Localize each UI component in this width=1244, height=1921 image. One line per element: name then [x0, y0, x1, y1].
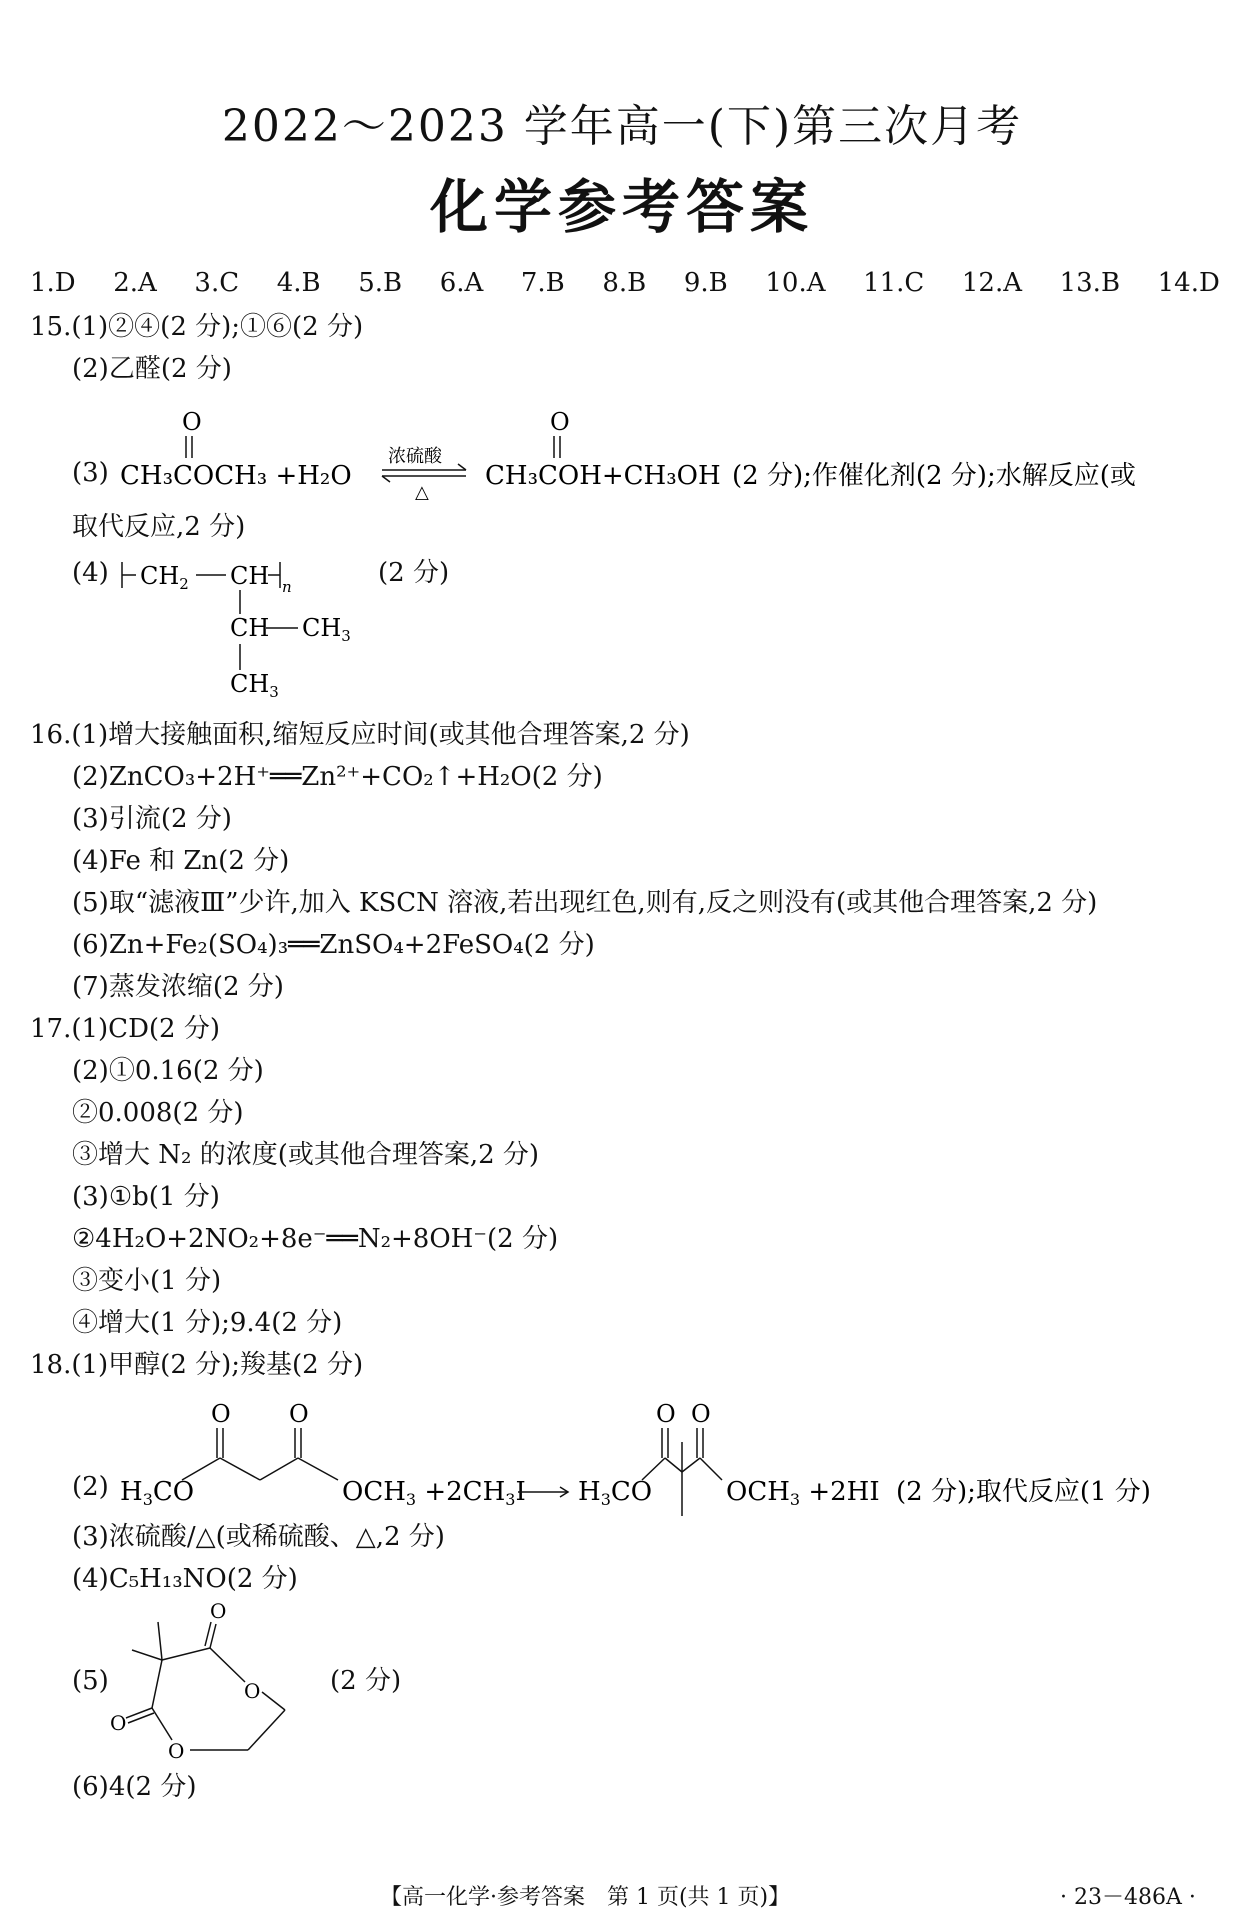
svg-text:H3CO: H3CO — [120, 1477, 195, 1509]
mc-answer: 1.D — [30, 268, 76, 298]
mc-answer: 2.A — [113, 268, 157, 298]
q18-part6: (6)4(2 分) — [72, 1772, 197, 1802]
q16-part3: (3)引流(2 分) — [72, 804, 232, 834]
q15-part3-continuation: 取代反应,2 分) — [72, 512, 246, 542]
svg-text:O: O — [168, 1739, 185, 1763]
svg-text:O: O — [244, 1679, 261, 1703]
q16-part6: (6)Zn+Fe₂(SO₄)₃══ZnSO₄+2FeSO₄(2 分) — [72, 930, 595, 960]
q17-part3-4: ④增大(1 分);9.4(2 分) — [72, 1308, 343, 1338]
title-line-1: 2022～2023 学年高一(下)第三次月考 — [221, 101, 1023, 152]
q15-part3-equation — [120, 400, 1230, 500]
svg-text:CH: CH — [230, 614, 270, 642]
mc-answer: 14.D — [1157, 268, 1220, 298]
mc-answer: 11.C — [863, 268, 925, 298]
q18-part3: (3)浓硫酸/△(或稀硫酸、△,2 分) — [72, 1522, 445, 1552]
q16-part1: 16.(1)增大接触面积,缩短反应时间(或其他合理答案,2 分) — [30, 720, 690, 750]
q17-part2-3: ③增大 N₂ 的浓度(或其他合理答案,2 分) — [72, 1140, 540, 1170]
q18-part4: (4)C₅H₁₃NO(2 分) — [72, 1564, 298, 1594]
mc-answer: 9.B — [683, 268, 728, 298]
q18-part2-suffix: (2 分);取代反应(1 分) — [896, 1477, 1151, 1507]
q15-part3-label: (3) — [72, 458, 109, 488]
svg-text:O: O — [211, 1400, 231, 1428]
svg-text:OCH3 +2CH3I: OCH3 +2CH3I — [342, 1477, 526, 1509]
q15-part4-label: (4) — [72, 558, 109, 588]
mc-answer: 3.C — [194, 268, 240, 298]
footer-page-info: 【高一化学·参考答案 第 1 页(共 1 页)】 — [380, 1885, 791, 1910]
svg-text:O: O — [289, 1400, 309, 1428]
q18-part2-label: (2) — [72, 1472, 109, 1502]
q17-part1: 17.(1)CD(2 分) — [30, 1014, 221, 1044]
q16-part5: (5)取“滤液Ⅲ”少许,加入 KSCN 溶液,若出现红色,则有,反之则没有(或其他合理答案,2 分) — [72, 888, 1098, 918]
carbonyl-oxygen-label: O — [182, 408, 202, 436]
q18-part2-reaction — [120, 1392, 1230, 1522]
svg-text:CH: CH — [230, 562, 270, 590]
svg-text:O: O — [691, 1400, 711, 1428]
q15-part3-suffix: (2 分);作催化剂(2 分);水解反应(或 — [732, 461, 1136, 491]
q15-part4-polymer-structure — [118, 552, 378, 702]
mc-answer: 10.A — [765, 268, 826, 298]
svg-text:CH2: $CH_2$ — [140, 562, 189, 593]
svg-text:CH3: $CH_3$ — [302, 614, 351, 645]
q17-part2-2: ②0.008(2 分) — [72, 1098, 244, 1128]
mc-answer: 4.B — [276, 268, 321, 298]
q18-part1: 18.(1)甲醇(2 分);羧基(2 分) — [30, 1350, 364, 1380]
reactant-formula: CH₃COCH₃ +H₂O — [120, 461, 352, 491]
q16-part7: (7)蒸发浓缩(2 分) — [72, 972, 284, 1002]
q18-part5-ring-structure — [110, 1600, 340, 1780]
polymer-subscript-n: n — [282, 578, 292, 596]
condition-heat: △ — [415, 482, 429, 500]
q15-part2: (2)乙醛(2 分) — [72, 354, 232, 384]
mc-answer: 12.A — [961, 268, 1023, 298]
mc-answer: 5.B — [358, 268, 403, 298]
carbonyl-oxygen-label: O — [550, 408, 570, 436]
mc-answer: 8.B — [602, 268, 647, 298]
svg-text:O: O — [210, 1600, 227, 1623]
q17-part3-3: ③变小(1 分) — [72, 1266, 222, 1296]
q15-part1: 15.(1)②④(2 分);①⑥(2 分) — [30, 312, 364, 342]
q16-part4: (4)Fe 和 Zn(2 分) — [72, 846, 290, 876]
mc-answer: 13.B — [1059, 268, 1121, 298]
q16-part2: (2)ZnCO₃+2H⁺══Zn²⁺+CO₂↑+H₂O(2 分) — [72, 762, 603, 792]
q18-part5-label: (5) — [72, 1666, 109, 1696]
q17-part3-2: ②4H₂O+2NO₂+8e⁻══N₂+8OH⁻(2 分) — [72, 1224, 559, 1254]
q15-part4-score: (2 分) — [378, 558, 450, 588]
svg-text:OCH3 +2HI: OCH3 +2HI — [726, 1477, 880, 1509]
footer-code: · 23－486A · — [1060, 1885, 1196, 1910]
svg-text:O: O — [110, 1711, 127, 1735]
mc-answer: 6.A — [439, 268, 484, 298]
svg-text:CH3: $CH_3$ — [230, 670, 279, 701]
svg-text:O: O — [656, 1400, 676, 1428]
q17-part3-1: (3)①b(1 分) — [72, 1182, 220, 1212]
mc-answer: 7.B — [520, 268, 565, 298]
multiple-choice-answers — [30, 268, 1220, 298]
condition-catalyst: 浓硫酸 — [388, 446, 442, 467]
q17-part2-1: (2)①0.16(2 分) — [72, 1056, 264, 1086]
svg-text:H3CO: H3CO — [578, 1477, 653, 1509]
product-formula: CH₃COH+CH₃OH — [485, 461, 721, 491]
title-line-2: 化学参考答案 — [429, 173, 814, 241]
q18-part5-score: (2 分) — [330, 1666, 402, 1696]
